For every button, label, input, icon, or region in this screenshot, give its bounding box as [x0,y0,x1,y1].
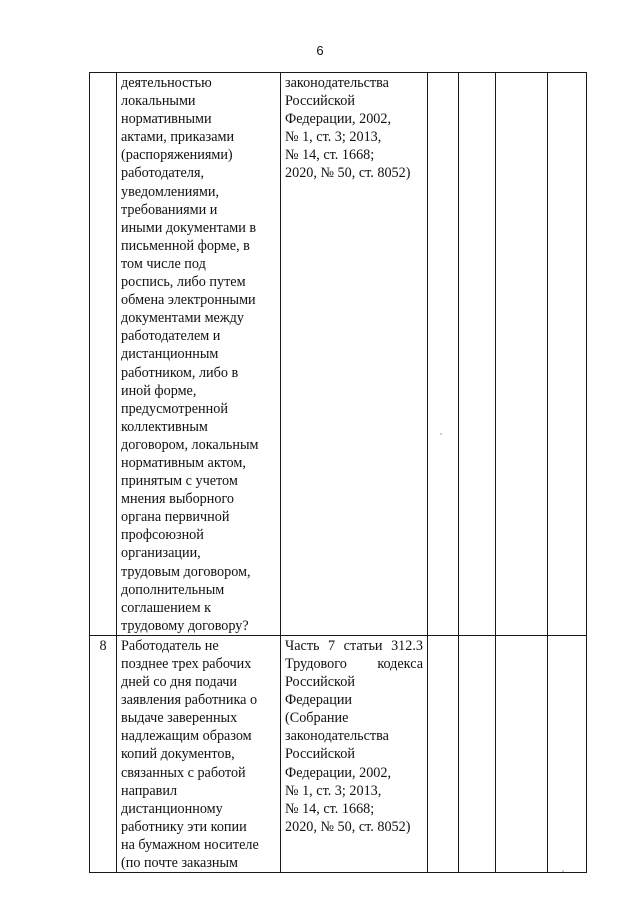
reference-cell [281,73,428,636]
reference-line: Трудового кодекса [285,656,423,672]
table-row [90,73,587,636]
note-cell[interactable] [548,635,587,872]
reference-text: законодательства Российской Федерации, 2002, № 1, ст. 3; 2013, № 14, ст. 1668; 2020, № 50, ст. 8052) [285,75,411,182]
table-row [90,635,587,872]
reference-text: Российской Федерации (Собрание законодательства Российской Федерации, 2002, № 1, ст. 3; 2013, № 14, ст. 1668; 2020, № 50, ст. 8052) [285,674,411,835]
reference-cell [281,635,428,872]
row-number-cell: 8 [90,635,117,872]
requirement-text: Работодатель не позднее трех рабочих дней со дня подачи заявления работника о выдаче заверенных надлежащим образом копий документов, связанных с работой направил дистанционному работнику эти копии на бумажном носителе (по почте заказным [121,637,259,872]
requirement-cell [117,73,281,636]
scan-speck [562,870,564,872]
checklist-table [89,72,587,873]
reference-line: Часть 7 статьи 312.3 [285,637,423,654]
answer-no-cell[interactable] [459,635,496,872]
note-cell[interactable] [548,73,587,636]
row-number-cell [90,73,117,636]
answer-na-cell[interactable] [496,635,548,872]
answer-na-cell[interactable] [496,73,548,636]
answer-yes-cell[interactable] [428,635,459,872]
answer-no-cell[interactable] [459,73,496,636]
scan-speck [440,433,442,435]
page-number: 6 [316,43,324,58]
answer-yes-cell[interactable] [428,73,459,636]
requirement-text: деятельностью локальными нормативными актами, приказами (распоряжениями) работодателя, уведомлениями, требованиями и иными документами в письменной форме, в том числе под роспись, либо путем обмена электронными документами между работодателем и дистанционным работником, либо в иной форме, предусмотренной коллективным договором, локальным нормативным актом, принятым с учетом мнения выборного органа первичной профсоюзной организации, трудовым договором, дополнительным соглашением к трудовому договору? [121,75,259,634]
requirement-cell [117,635,281,872]
